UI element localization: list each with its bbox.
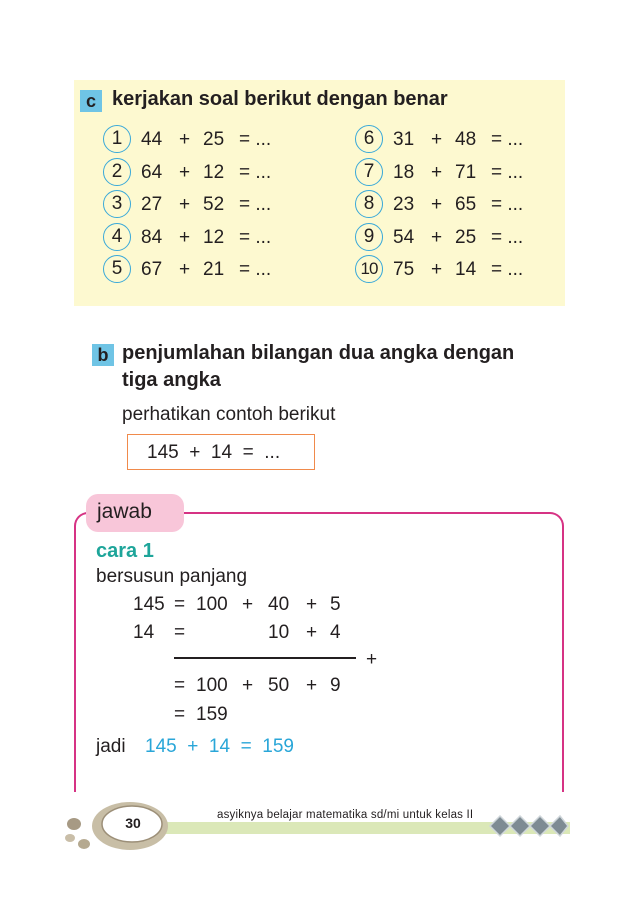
answer-tab-label: jawab — [97, 500, 152, 523]
row4-equals: = — [174, 704, 186, 725]
answer-blank: = ... — [491, 129, 524, 150]
answer-blank: = ... — [239, 161, 272, 183]
addend-a: 54 — [393, 226, 415, 248]
row1-equals: = — [174, 594, 186, 615]
addend-a: 27 — [141, 194, 163, 215]
answer-blank: = ... — [239, 259, 272, 280]
problem-number-circle: 10 — [355, 255, 383, 283]
problem-number-circle: 3 — [103, 190, 131, 218]
diamond-icon — [510, 816, 530, 836]
addend-b: 25 — [203, 129, 225, 150]
diamond-icon — [530, 816, 550, 836]
problem-number-circle: 2 — [103, 158, 131, 186]
plus-sign: + — [431, 226, 443, 248]
addend-a: 31 — [393, 129, 415, 150]
addend-a: 18 — [393, 161, 415, 183]
conclusion-word: jadi — [96, 736, 126, 757]
problem-number-circle: 8 — [355, 190, 383, 218]
row1-lhs: 145 — [133, 594, 165, 615]
addend-b: 14 — [455, 259, 477, 280]
answer-blank: = ... — [491, 259, 524, 280]
method-title: cara 1 — [96, 540, 154, 562]
diamond-icon — [550, 816, 568, 836]
row1-hundreds: 100 — [196, 594, 228, 615]
addend-b: 12 — [203, 226, 225, 248]
answer-blank: = ... — [239, 129, 272, 150]
row2-lhs: 14 — [133, 622, 155, 643]
answer-blank: = ... — [491, 226, 524, 248]
addend-a: 67 — [141, 259, 163, 280]
answer-blank: = ... — [491, 161, 524, 183]
addend-a: 64 — [141, 161, 163, 183]
addend-b: 12 — [203, 161, 225, 183]
row3-equals: = — [174, 675, 186, 696]
addend-a: 23 — [393, 194, 415, 215]
method-description: bersusun panjang — [96, 566, 248, 587]
row2-equals: = — [174, 622, 186, 643]
addend-b: 65 — [455, 194, 477, 215]
problem-number-circle: 4 — [103, 223, 131, 251]
plus-sign: + — [179, 259, 191, 280]
example-expression: 145 + 14 = ... — [147, 442, 281, 463]
row3-plus1: + — [242, 675, 254, 696]
addend-b: 52 — [203, 194, 225, 215]
sum-plus-sign: + — [366, 649, 378, 670]
instruction-text: perhatikan contoh berikut — [122, 404, 336, 425]
row3-tens: 50 — [268, 675, 290, 696]
row3-plus2: + — [306, 675, 318, 696]
row3-ones: 9 — [330, 675, 341, 696]
addend-b: 48 — [455, 129, 477, 150]
book-title: asyiknya belajar matematika sd/mi untuk kelas II — [217, 809, 474, 821]
addend-b: 21 — [203, 259, 225, 280]
answer-blank: = ... — [239, 194, 272, 215]
row1-tens: 40 — [268, 594, 290, 615]
row1-plus2: + — [306, 594, 318, 615]
section-badge-c: c — [80, 90, 102, 112]
row3-hundreds: 100 — [196, 675, 228, 696]
ornament-dot-icon — [67, 818, 81, 830]
page-number: 30 — [125, 815, 141, 831]
section-b-title-line2: tiga angka — [122, 369, 221, 391]
plus-sign: + — [179, 194, 191, 215]
answer-blank: = ... — [491, 194, 524, 215]
row2-tens: 10 — [268, 622, 290, 643]
problem-number-circle: 7 — [355, 158, 383, 186]
plus-sign: + — [179, 129, 191, 150]
plus-sign: + — [431, 161, 443, 183]
problem-number-circle: 5 — [103, 255, 131, 283]
plus-sign: + — [431, 194, 443, 215]
plus-sign: + — [431, 129, 443, 150]
sum-line — [174, 657, 356, 659]
section-badge-b: b — [92, 344, 114, 366]
problem-number-circle: 6 — [355, 125, 383, 153]
section-b-title-line1: penjumlahan bilangan dua angka dengan — [122, 342, 515, 364]
conclusion-expression: 145 + 14 = 159 — [145, 736, 294, 757]
section-c-title: kerjakan soal berikut dengan benar — [112, 88, 448, 110]
answer-blank: = ... — [239, 226, 272, 248]
addend-b: 25 — [455, 226, 477, 248]
addend-a: 44 — [141, 129, 163, 150]
row1-ones: 5 — [330, 594, 341, 615]
plus-sign: + — [179, 226, 191, 248]
diamond-icon — [490, 816, 510, 836]
addend-b: 71 — [455, 161, 477, 183]
addend-a: 84 — [141, 226, 163, 248]
plus-sign: + — [431, 259, 443, 280]
row4-result: 159 — [196, 704, 228, 725]
problem-number-circle: 9 — [355, 223, 383, 251]
row2-ones: 4 — [330, 622, 341, 643]
problem-number-circle: 1 — [103, 125, 131, 153]
row2-plus2: + — [306, 622, 318, 643]
footer-diamonds — [488, 814, 570, 838]
addend-a: 75 — [393, 259, 415, 280]
plus-sign: + — [179, 161, 191, 183]
row1-plus1: + — [242, 594, 254, 615]
